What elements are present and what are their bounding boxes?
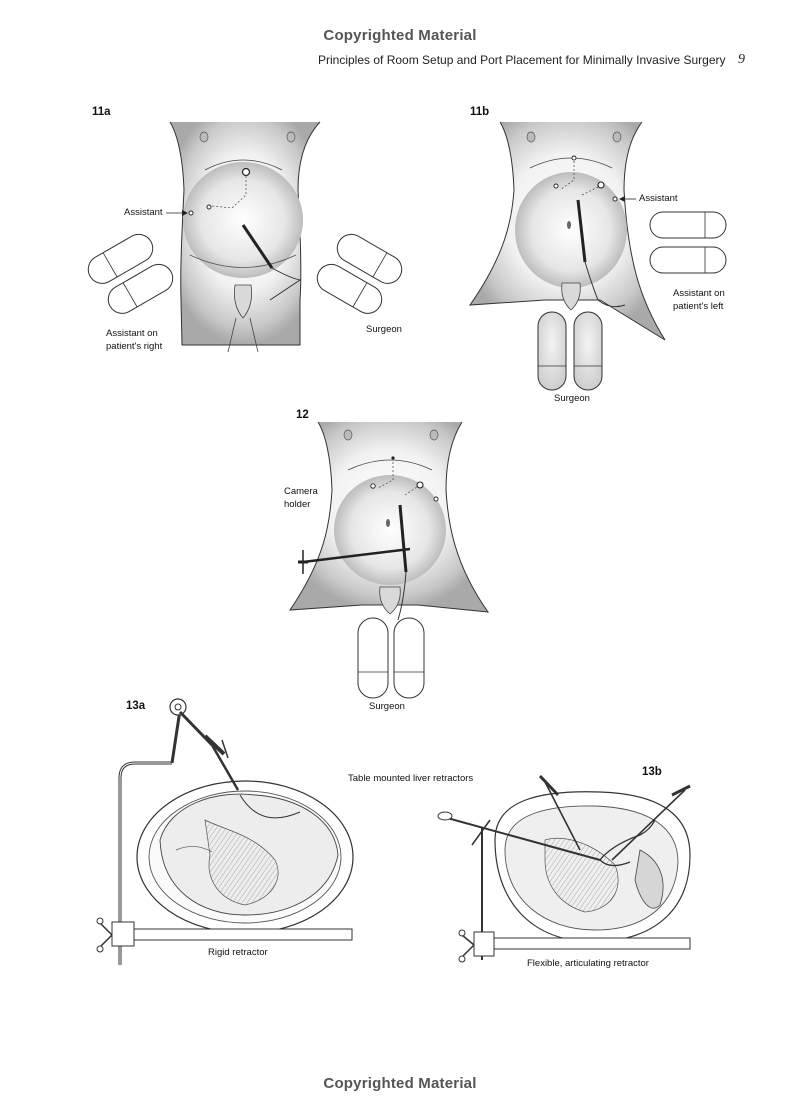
figure-12-torso: [290, 422, 488, 620]
figure-12-camera-label-line1: Camera: [284, 486, 318, 497]
figure-11a-assistant-feet: [83, 229, 178, 318]
figure-11b-assistant-feet: [650, 212, 726, 273]
watermark-top: Copyrighted Material: [323, 27, 477, 44]
figure-11a-surgeon-label: Surgeon: [366, 324, 402, 335]
figure-11a-assistant-position-line1: Assistant on: [106, 328, 158, 339]
figure-12-camera-label-line2: holder: [284, 499, 311, 510]
figure-11b-assistant-label: Assistant: [639, 193, 678, 204]
figure-11b-surgeon-feet: [538, 312, 602, 390]
figure-12-surgeon-feet: [358, 618, 424, 698]
figure-13a-caption: Rigid retractor: [208, 947, 268, 958]
figure-11b-surgeon-label: Surgeon: [554, 393, 590, 404]
figure-12-surgeon-label: Surgeon: [369, 701, 405, 712]
figure-12-number: 12: [296, 409, 309, 421]
figure-13a-rigid-retractor: [97, 699, 353, 965]
figure-11a-surgeon-feet: [312, 229, 407, 318]
figure-11a-number: 11a: [92, 106, 111, 118]
figure-11a-assistant-position-line2: patient's right: [106, 341, 163, 352]
figure-11b-number: 11b: [470, 106, 490, 118]
figure-13b-caption: Flexible, articulating retractor: [527, 958, 649, 969]
figure-11a-assistant-label: Assistant: [124, 207, 163, 218]
figure-11b-assistant-position-line2: patient's left: [673, 301, 724, 312]
figure-11b-torso: [470, 122, 665, 340]
running-head: Principles of Room Setup and Port Placement for Minimally Invasive Surgery: [318, 53, 726, 67]
shared-caption-table-mounted: Table mounted liver retractors: [348, 773, 474, 784]
figure-11b-assistant-position-line1: Assistant on: [673, 288, 725, 299]
watermark-bottom: Copyrighted Material: [323, 1075, 477, 1092]
figure-13a-number: 13a: [126, 700, 146, 712]
figure-13b-articulating-retractor: [438, 776, 690, 962]
figure-13b-number: 13b: [642, 766, 662, 778]
figure-11a-torso: [166, 122, 320, 352]
page-number: 9: [738, 52, 745, 67]
